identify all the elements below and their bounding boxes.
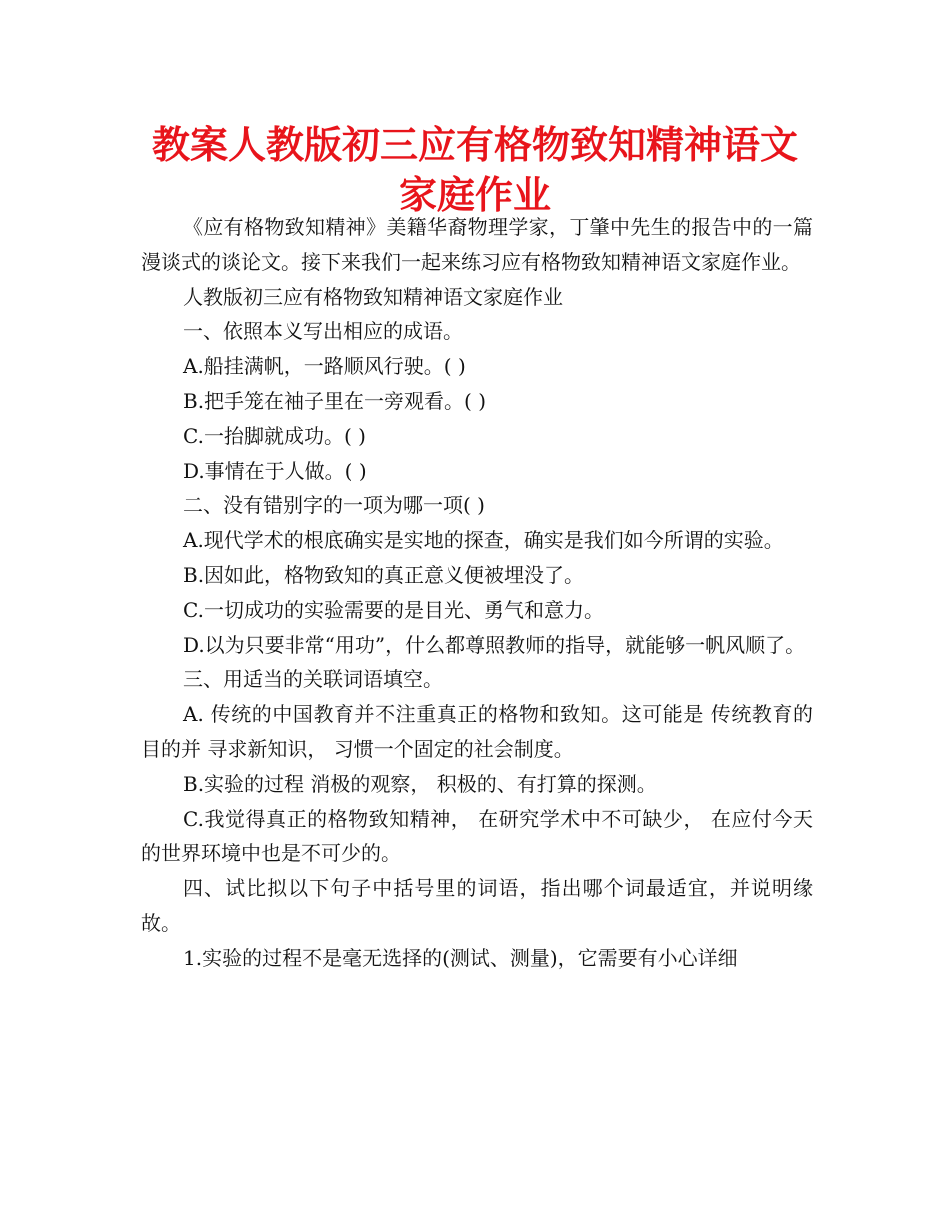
question-item: D.事情在于人做。( ) <box>183 458 367 483</box>
document-title: 教案人教版初三应有格物致知精神语文家庭作业 <box>151 123 798 217</box>
question-item: A.现代学术的根底确实是实地的探查，确实是我们如今所谓的实验。 <box>183 528 784 553</box>
paragraph-intro: 《应有格物致知精神》美籍华裔物理学家，丁肇中先生的报告中的一篇漫谈式的谈论文。接下来我们一起来练习应有格物致知精神语文家庭作业。 <box>141 215 813 274</box>
section-heading-3: 三、用适当的关联词语填空。 <box>183 667 443 692</box>
question-item: C.一抬脚就成功。( ) <box>183 423 366 448</box>
question-item: B.实验的过程 消极的观察， 积极的、有打算的探测。 <box>183 771 657 796</box>
question-item: A.船挂满帆，一路顺风行驶。( ) <box>183 354 466 379</box>
question-item: B.因如此，格物致知的真正意义便被埋没了。 <box>183 562 585 587</box>
question-item: 1.实验的过程不是毫无选择的(测试、测量)，它需要有小心详细 <box>183 945 738 970</box>
section-heading-4: 四、试比拟以下句子中括号里的词语，指出哪个词最适宜，并说明缘故。 <box>141 876 813 935</box>
question-item: C.一切成功的实验需要的是目光、勇气和意力。 <box>183 597 604 622</box>
question-item: A. 传统的中国教育并不注重真正的格物和致知。这可能是 传统教育的目的并 寻求新知识， 习惯一个固定的社会制度。 <box>141 702 813 761</box>
question-item: C.我觉得真正的格物致知精神， 在研究学术中不可缺少， 在应付今天的世界环境中也是不可少的。 <box>141 806 813 866</box>
section-heading-1: 一、依照本义写出相应的成语。 <box>183 319 463 344</box>
document-body <box>141 210 813 976</box>
paragraph-subtitle: 人教版初三应有格物致知精神语文家庭作业 <box>183 284 563 309</box>
section-heading-2: 二、没有错别字的一项为哪一项( ) <box>183 493 485 518</box>
question-item: D.以为只要非常“用功”，什么都尊照教师的指导，就能够一帆风顺了。 <box>183 632 806 657</box>
question-item: B.把手笼在袖子里在一旁观看。( ) <box>183 388 487 413</box>
